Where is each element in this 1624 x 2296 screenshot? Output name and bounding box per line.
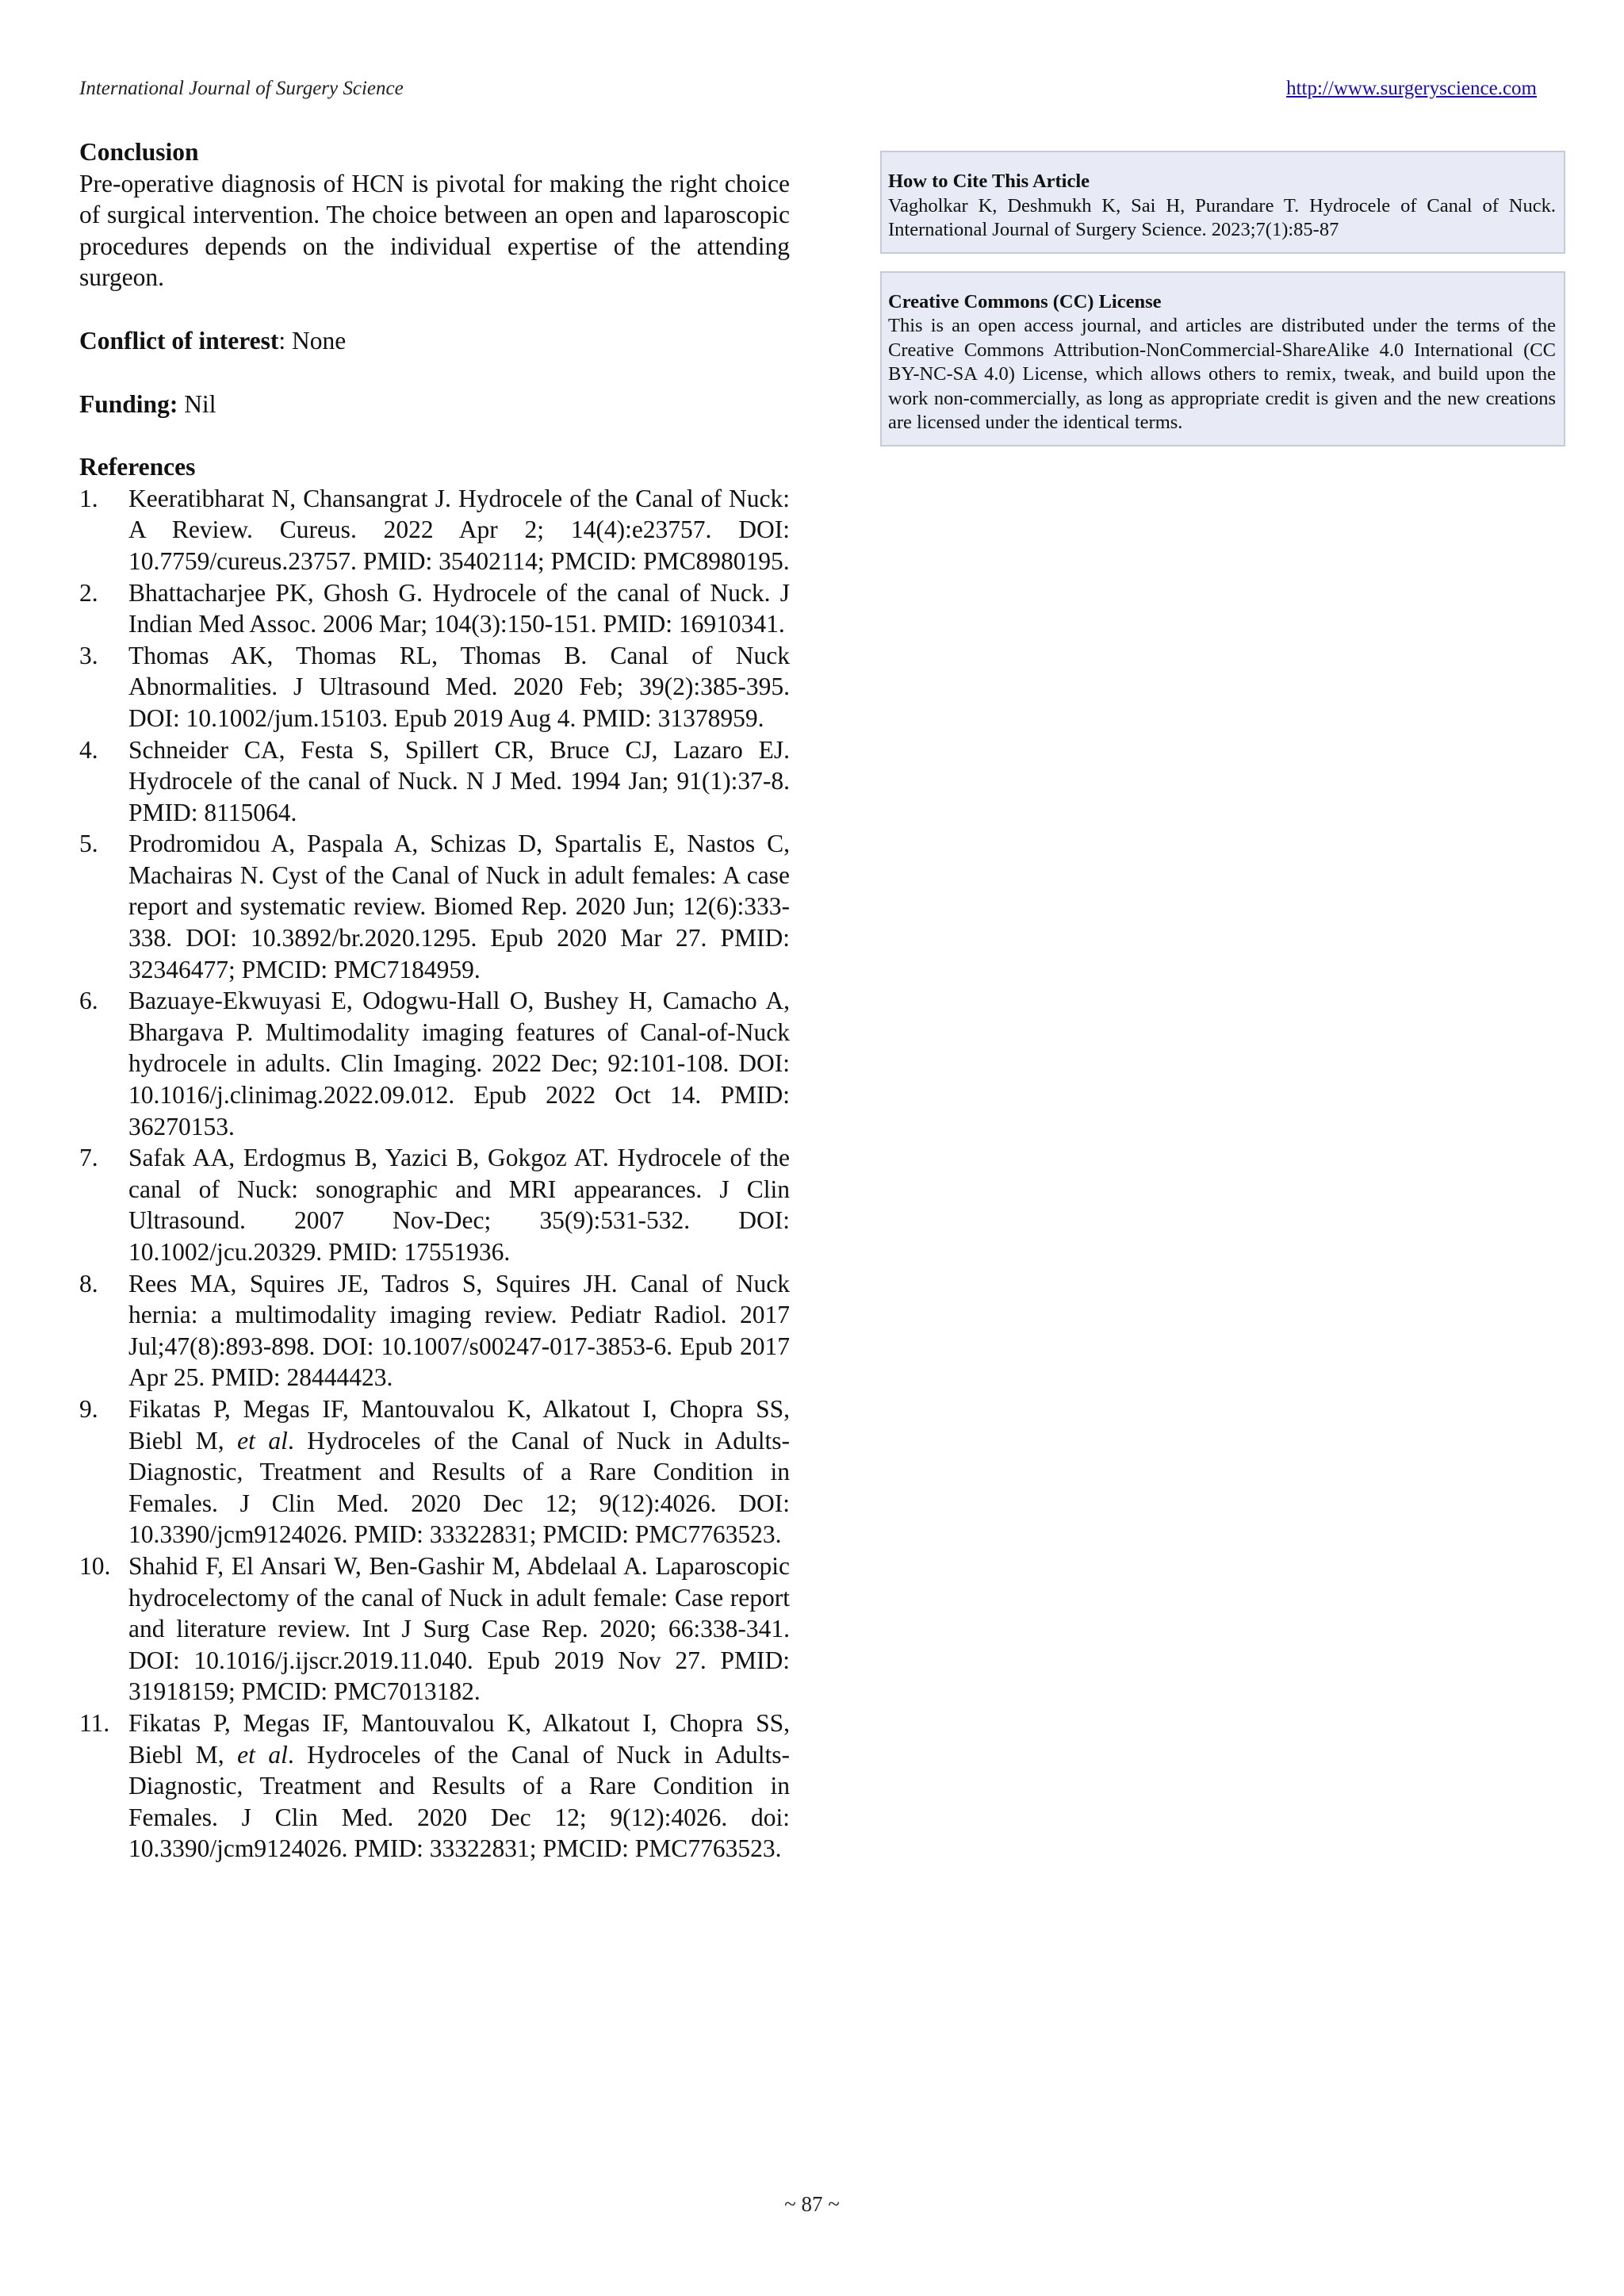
reference-text: Bazuaye-Ekwuyasi E, Odogwu-Hall O, Bushey H, Camacho A, Bhargava P. Multimodality imaging features of Canal-of-Nuck hydrocele in adults. Clin Imaging. 2022 Dec; 92:101-108. DOI: 10.1016/j.clinimag.2022.09.012. Epub 2022 Oct 14. PMID: 36270153.	[128, 987, 790, 1140]
funding-label: Funding:	[79, 389, 178, 418]
reference-number: 10.	[79, 1551, 111, 1580]
reference-item	[79, 1268, 790, 1393]
reference-text-continued: . Hydroceles of the Canal of Nuck in Adults-Diagnostic, Treatment and Results of a Rare Condition in Females. J Clin Med. 2020 Dec 12; 9(12):4026. DOI: 10.3390/jcm9124026. PMID: 33322831; PMCID: PMC7763523.	[128, 1426, 790, 1549]
reference-item	[79, 1393, 790, 1550]
reference-text: Bhattacharjee PK, Ghosh G. Hydrocele of the canal of Nuck. J Indian Med Assoc. 2006 Mar; 104(3):150-151. PMID: 16910341.	[128, 578, 790, 638]
reference-item	[79, 1142, 790, 1267]
reference-text: Rees MA, Squires JE, Tadros S, Squires JH. Canal of Nuck hernia: a multimodality imaging review. Pediatr Radiol. 2017 Jul;47(8):893-898. DOI: 10.1007/s00247-017-3853-6. Epub 2017 Apr 25. PMID: 28444423.	[128, 1269, 790, 1392]
spacer	[79, 420, 790, 451]
reference-text: Fikatas P, Megas IF, Mantouvalou K, Alkatout I, Chopra SS, Biebl M,	[128, 1708, 790, 1769]
reference-text: Shahid F, El Ansari W, Ben-Gashir M, Abdelaal A. Laparoscopic hydrocelectomy of the canal of Nuck in adult female: Case report and literature review. Int J Surg Case Rep. 2020; 66:338-341. DOI: 10.1016/j.ijscr.2019.11.040. Epub 2019 Nov 27. PMID: 31918159; PMCID: PMC7013182.	[128, 1551, 790, 1706]
references-heading: References	[79, 453, 196, 481]
reference-text: Safak AA, Erdogmus B, Yazici B, Gokgoz AT. Hydrocele of the canal of Nuck: sonographic and MRI appearances. J Clin Ultrasound. 2007 Nov-Dec; 35(9):531-532. DOI: 10.1002/jcu.20329. PMID: 17551936.	[128, 1144, 790, 1266]
reference-number: 8.	[79, 1269, 98, 1297]
conclusion-heading: Conclusion	[79, 138, 199, 166]
how-to-cite-text: Vagholkar K, Deshmukh K, Sai H, Purandare T. Hydrocele of Canal of Nuck. International Journal of Surgery Science. 2023;7(1):85-87	[888, 194, 1556, 240]
reference-item	[79, 640, 790, 734]
journal-url-link[interactable]: http://www.surgeryscience.com	[1286, 78, 1537, 99]
reference-item	[79, 828, 790, 985]
reference-text: Thomas AK, Thomas RL, Thomas B. Canal of Nuck Abnormalities. J Ultrasound Med. 2020 Feb; 39(2):385-395. DOI: 10.1002/jum.15103. Epub 2019 Aug 4. PMID: 31378959.	[128, 641, 790, 732]
journal-name: International Journal of Surgery Science	[79, 78, 404, 99]
reference-et-al: et al	[237, 1426, 288, 1455]
reference-et-al: et al	[237, 1740, 288, 1769]
reference-number: 11.	[79, 1708, 110, 1737]
conclusion-text: Pre-operative diagnosis of HCN is pivotal for making the right choice of surgical intervention. The choice between an open and laparoscopic procedures depends on the individual expertise of the attending surgeon.	[79, 169, 790, 292]
conflict-of-interest	[79, 325, 790, 357]
reference-item	[79, 483, 790, 577]
spacer	[79, 293, 790, 325]
reference-list	[79, 483, 790, 1865]
reference-item	[79, 1550, 790, 1708]
reference-text: Schneider CA, Festa S, Spillert CR, Bruce CJ, Lazaro EJ. Hydrocele of the canal of Nuck. N J Med. 1994 Jan; 91(1):37-8. PMID: 8115064.	[128, 735, 790, 826]
how-to-cite-box	[880, 151, 1565, 254]
funding	[79, 389, 790, 420]
funding-value: Nil	[178, 389, 216, 418]
right-column	[880, 151, 1565, 447]
reference-number: 6.	[79, 987, 98, 1015]
reference-number: 4.	[79, 735, 98, 764]
page-number: ~ 87 ~	[784, 2192, 840, 2216]
reference-text-continued: . Hydroceles of the Canal of Nuck in Adults-Diagnostic, Treatment and Results of a Rare Condition in Females. J Clin Med. 2020 Dec 12; 9(12):4026. doi: 10.3390/jcm9124026. PMID: 33322831; PMCID: PMC7763523.	[128, 1740, 790, 1863]
reference-number: 1.	[79, 484, 98, 512]
license-text: This is an open access journal, and articles are distributed under the terms of the Creative Commons Attribution-NonCommercial-ShareAlike 4.0 International (CC BY-NC-SA 4.0) License, which allows others to remix, tweak, and build upon the work non-commercially, as long as appropriate credit is given and the new creations are licensed under the identical terms.	[888, 315, 1556, 433]
reference-text: Prodromidou A, Paspala A, Schizas D, Spartalis E, Nastos C, Machairas N. Cyst of the Canal of Nuck in adult females: A case report and systematic review. Biomed Rep. 2020 Jun; 12(6):333-338. DOI: 10.3892/br.2020.1295. Epub 2020 Mar 27. PMID: 32346477; PMCID: PMC7184959.	[128, 830, 790, 983]
license-box	[880, 271, 1565, 447]
reference-item	[79, 1708, 790, 1865]
reference-text: Keeratibharat N, Chansangrat J. Hydrocele of the Canal of Nuck: A Review. Cureus. 2022 Apr 2; 14(4):e23757. DOI: 10.7759/cureus.23757. PMID: 35402114; PMCID: PMC8980195.	[128, 484, 790, 575]
left-column	[79, 136, 790, 1865]
reference-number: 9.	[79, 1394, 98, 1423]
license-title: Creative Commons (CC) License	[888, 290, 1162, 312]
reference-item	[79, 577, 790, 640]
reference-number: 5.	[79, 830, 98, 858]
reference-number: 2.	[79, 578, 98, 607]
how-to-cite-title: How to Cite This Article	[888, 171, 1090, 192]
reference-item	[79, 734, 790, 829]
conflict-label: Conflict of interest	[79, 326, 279, 355]
reference-number: 7.	[79, 1144, 98, 1172]
spacer	[79, 357, 790, 389]
reference-text: Fikatas P, Megas IF, Mantouvalou K, Alkatout I, Chopra SS, Biebl M,	[128, 1394, 790, 1455]
reference-item	[79, 985, 790, 1142]
reference-number: 3.	[79, 641, 98, 669]
conflict-value: : None	[278, 326, 347, 355]
